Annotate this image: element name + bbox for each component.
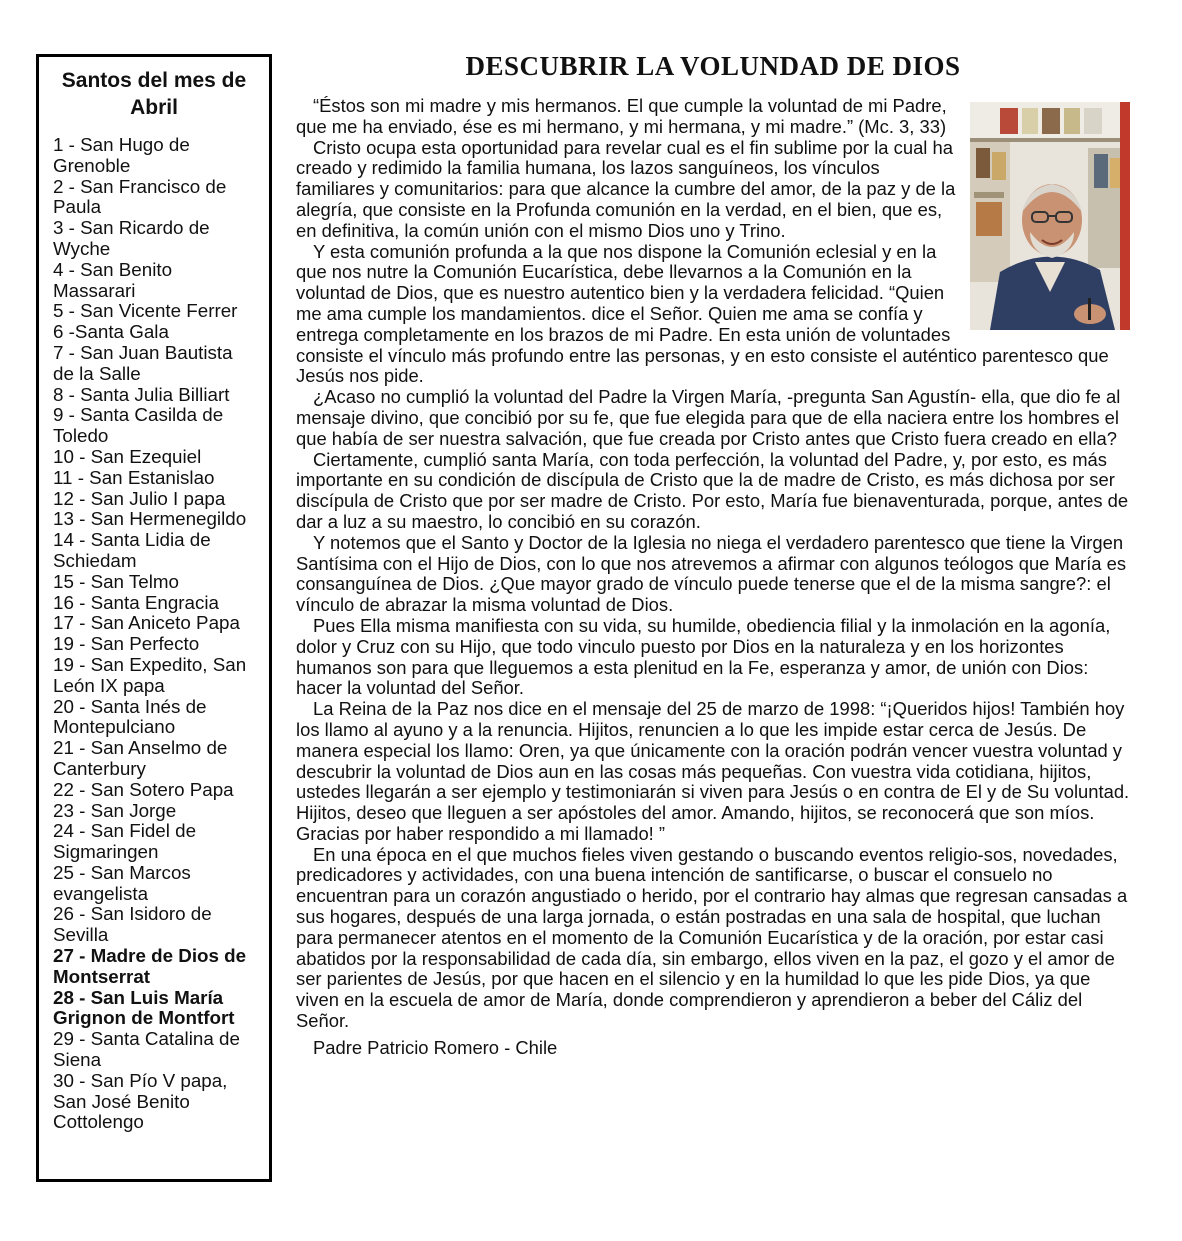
- article-paragraph: Ciertamente, cumplió santa María, con toda perfección, la voluntad del Padre, y, por esto, es más importante en su condición de discípula de Cristo que la de madre de Cristo, es más dichosa por ser discípula de Cristo que por ser madre de Cristo. Por esto, María fue bienaventurada, porque, antes de dar a luz a su maestro, lo concibió en su corazón.: [296, 448, 1129, 532]
- list-item: 9 - Santa Casilda de Toledo: [53, 404, 224, 447]
- list-item: 19 - San Expedito, San León IX papa: [53, 653, 247, 696]
- list-item: 12 - San Julio I papa: [53, 487, 226, 509]
- list-item: 30 - San Pío V papa, San José Benito Cottolengo: [53, 1069, 228, 1133]
- article-paragraph: Pues Ella misma manifiesta con su vida, su humilde, obediencia filial y la inmolación en la agonía, dolor y Cruz con su Hijo, que todo vinculo puesto por Dios en la naturaleza y en los horizontes humanos son para que lleguemos a esta plenitud en la Fe, esperanza y amor, de unión con Dios: hacer la voluntad del Señor.: [296, 614, 1111, 699]
- list-item: 28 - San Luis María Grignon de Montfort: [53, 986, 235, 1029]
- article-paragraph: “Éstos son mi madre y mis hermanos. El que cumple la voluntad de mi Padre, que me ha enviado, ése es mi hermano, y mi hermana, y mi madre.” (Mc. 3, 33): [296, 95, 947, 137]
- list-item: 3 - San Ricardo de Wyche: [53, 217, 210, 259]
- article-paragraph: Y esta comunión profunda a la que nos dispone la Comunión eclesial y en la que nos nutre la Comunión Eucarística, debe llevarnos a la Comunión en la voluntad de Dios, que es nuestro autentico bien y la verdadera felicidad. “Quien me ama cumple los mandamientos. dice el Señor. Quien me ama se confía y entrega completamente en los brazos de mi Padre. En esta unión de voluntades consiste el vínculo más profundo entre las personas, y en esto consiste el auténtico parentesco que Jesús nos pide.: [296, 240, 1109, 387]
- article-paragraph: En una época en el que muchos fieles viven gestando o buscando eventos religio-sos, novedades, predicadores y actividades, con una buena intención de santificarse, o buscar el consuelo no encuentran para un corazón angustiado o herido, por el contrario hay almas que regresan cansadas a sus hogares, después de una larga jornada, o están postradas en una sala de hospital, que luchan para permanecer atentos en el momento de la Comunión Eucarística y de la oración, por estar casi abatidos por la responsabilidad de cada día, sin embargo, ellos viven en la paz, el gozo y el amor de ser parientes de Jesús, por que hacen en el silencio y en la humildad lo que les pide Dios, ya que viven en la escuela de amor de María, donde comprendieron y aprendieron a beber del Cáliz del Señor.: [296, 843, 1128, 1032]
- list-item: 16 - Santa Engracia: [53, 591, 220, 613]
- list-item: 14 - Santa Lidia de Schiedam: [53, 529, 211, 571]
- list-item: 23 - San Jorge: [53, 799, 177, 821]
- list-item: 4 - San Benito Massarari: [53, 258, 173, 301]
- list-item: 27 - Madre de Dios de Montserrat: [53, 945, 247, 987]
- article-paragraph: Y notemos que el Santo y Doctor de la Iglesia no niega el verdadero parentesco que tiene la Virgen Santísima con el Hijo de Dios, con lo que nos atrevemos a afirmar con algunos teólogos que María es consanguínea de Dios. ¿Que mayor grado de vínculo puede tenerse que el de la misma sangre?: el vínculo de abrazar la misma voluntad de Dios.: [296, 531, 1127, 616]
- list-item: 25 - San Marcos evangelista: [53, 861, 191, 904]
- article-title: DESCUBRIR LA VOLUNDAD DE DIOS: [465, 51, 961, 81]
- saints-sidebar: [36, 54, 272, 1182]
- list-item: 2 - San Francisco de Paula: [53, 175, 227, 218]
- list-item: 17 - San Aniceto Papa: [53, 612, 240, 634]
- list-item: 29 - Santa Catalina de Siena: [53, 1028, 240, 1071]
- author-photo: [970, 102, 1130, 330]
- author-signature: Padre Patricio Romero - Chile: [313, 1036, 558, 1058]
- list-item: 8 - Santa Julia Billiart: [53, 383, 230, 405]
- article: [296, 46, 1130, 1059]
- list-item: 15 - San Telmo: [53, 570, 179, 592]
- author-photo-illustration: [970, 102, 1130, 330]
- saints-list: [53, 135, 255, 1133]
- list-item: 11 - San Estanislao: [53, 466, 215, 488]
- list-item: 6 -Santa Gala: [53, 321, 169, 343]
- article-paragraph: Cristo ocupa esta oportunidad para revelar cual es el fin sublime por la cual ha creado y redimido la familia humana, los lazos sanguíneos, los vínculos familiares y comunitarios: para que alcance la cumbre del amor, de la paz y de la alegría, que consiste en la Profunda comunión en la verdad, en el bien, que es, en definitiva, la común unión con el mismo Dios uno y Trino.: [296, 136, 956, 241]
- list-item: 20 - Santa Inés de Montepulciano: [53, 695, 207, 738]
- list-item: 5 - San Vicente Ferrer: [53, 300, 238, 322]
- article-paragraph: ¿Acaso no cumplió la voluntad del Padre la Virgen María, -pregunta San Agustín- ella, que dio fe al mensaje divino, que concibió por su fe, que fue elegida para que de ella naciera entre los hombres el que había de ser nuestra salvación, que fue creada por Cristo antes que Cristo fuera creado en ella?: [296, 386, 1121, 449]
- list-item: 26 - San Isidoro de Sevilla: [53, 903, 212, 946]
- sidebar-title: Santos del mes de Abril: [61, 69, 247, 119]
- article-paragraph: La Reina de la Paz nos dice en el mensaje del 25 de marzo de 1998: “¡Queridos hijos! También hoy los llamo al ayuno y a la renuncia. Hijitos, renuncien a lo que les impide estar cerca de Jesús. De manera especial los llamo: Oren, ya que únicamente con la oración podrán vencer vuestra voluntad y descubrir la voluntad de Dios aun en las cosas más pequeñas. Con vuestra vida cotidiana, hijitos, ustedes llegarán a ser ejemplo y testimoniarán si viven para Jesús o en contra de El y de Su voluntad. Hijitos, deseo que lleguen a ser apóstoles del amor. Amando, hijitos, se reconocerá que son míos. Gracias por haber respondido a mi llamado! ”: [296, 698, 1130, 844]
- list-item: 21 - San Anselmo de Canterbury: [53, 737, 228, 779]
- list-item: 1 - San Hugo de Grenoble: [53, 134, 190, 176]
- list-item: 22 - San Sotero Papa: [53, 778, 234, 800]
- list-item: 19 - San Perfecto: [53, 633, 200, 655]
- list-item: 10 - San Ezequiel: [53, 445, 202, 467]
- list-item: 24 - San Fidel de Sigmaringen: [53, 820, 197, 863]
- list-item: 7 - San Juan Bautista de la Salle: [53, 341, 233, 384]
- list-item: 13 - San Hermenegildo: [53, 508, 247, 530]
